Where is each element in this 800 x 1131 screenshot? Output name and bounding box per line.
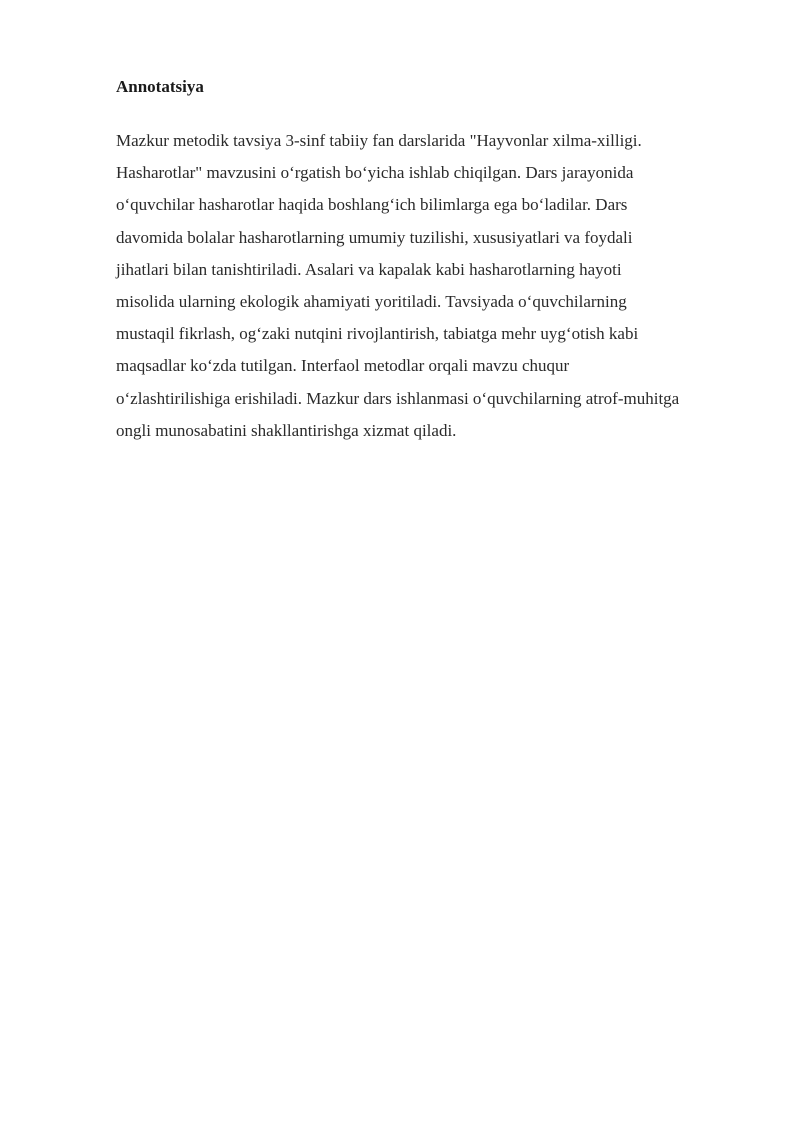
paragraph-line: mustaqil fikrlash, og‘zaki nutqini rivojlantirish, tabiatga mehr uyg‘otish kabi xyxy=(116,324,639,344)
paragraph-line: o‘zlashtirilishiga erishiladi. Mazkur dars ishlanmasi o‘quvchilarning atrof-muhitga xyxy=(116,388,680,408)
paragraph-line: jihatlari bilan tanishtiriladi. Asalari va kapalak kabi hasharotlarning hayoti xyxy=(116,259,622,279)
paragraph-line: Mazkur metodik tavsiya 3-sinf tabiiy fan darslarida "Hayvonlar xilma-xilligi. xyxy=(116,131,642,150)
paragraph-line: davomida bolalar hasharotlarning umumiy tuzilishi, xususiyatlari va foydali xyxy=(116,227,633,247)
paragraph-line: ongli munosabatini shakllantirishga xizmat qiladi. xyxy=(116,420,457,440)
paragraph-line: o‘quvchilar hasharotlar haqida boshlang‘ich bilimlarga ega bo‘ladilar. Dars xyxy=(116,195,628,215)
paragraph-line: maqsadlar ko‘zda tutilgan. Interfaol metodlar orqali mavzu chuqur xyxy=(116,356,570,376)
document-heading: Annotatsiya xyxy=(116,77,204,96)
paragraph-line: Hasharotlar" mavzusini o‘rgatish bo‘yicha ishlab chiqilgan. Dars jarayonida xyxy=(116,163,634,183)
paragraph-line: misolida ularning ekologik ahamiyati yoritiladi. Tavsiyada o‘quvchilarning xyxy=(116,292,627,312)
annotation-paragraph xyxy=(116,125,756,447)
